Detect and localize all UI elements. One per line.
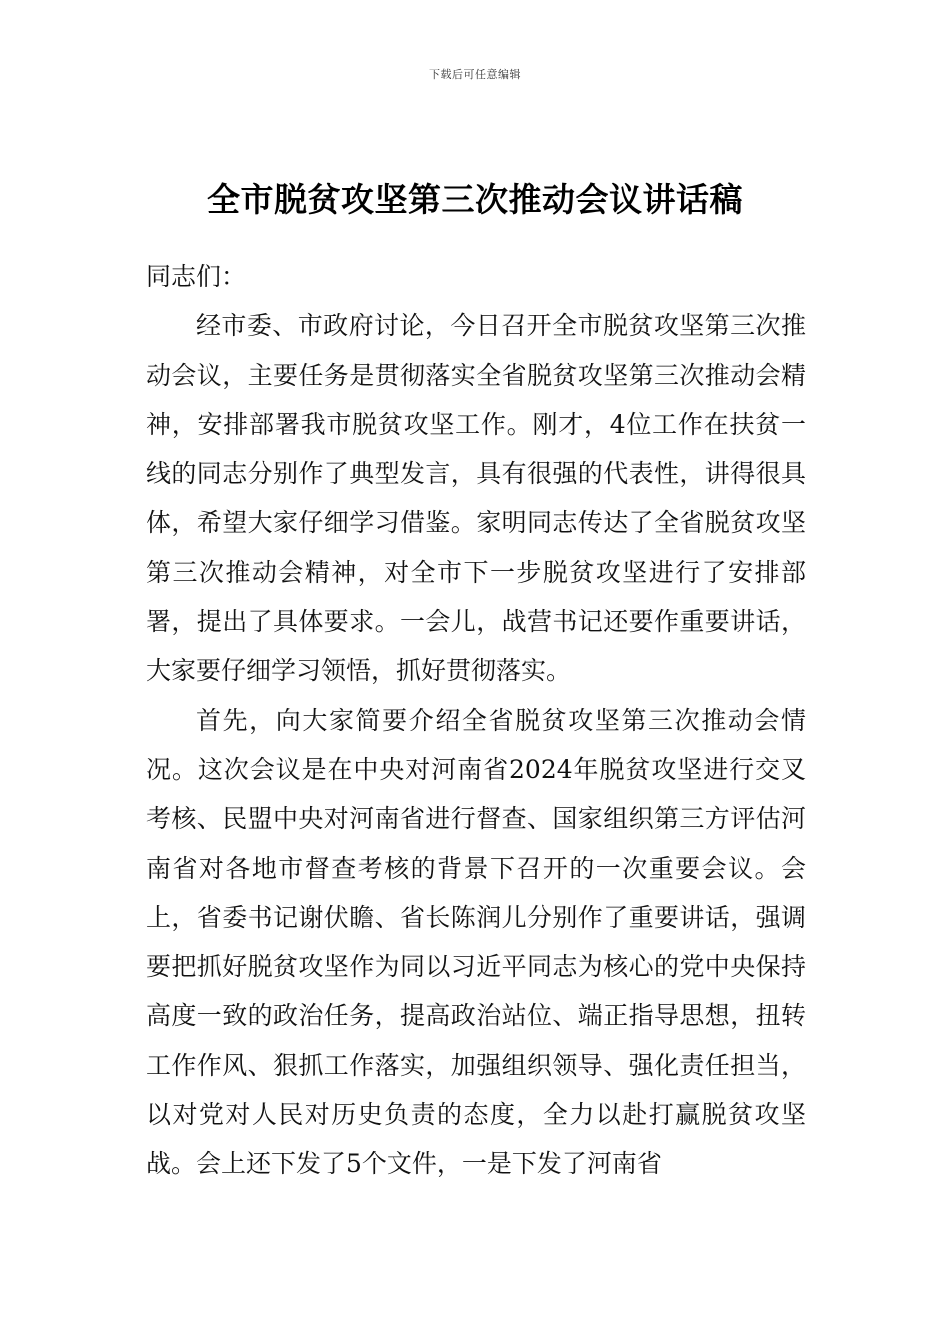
document-body	[146, 252, 806, 1189]
paragraph-2: 首先，向大家简要介绍全省脱贫攻坚第三次推动会情况。这次会议是在中央对河南省2024年脱贫攻坚进行交叉考核、民盟中央对河南省进行督查、国家组织第三方评估河南省对各地市督查考核的背景下召开的一次重要会议。会上，省委书记谢伏瞻、省长陈润儿分别作了重要讲话，强调要把抓好脱贫攻坚作为同以习近平同志为核心的党中央保持高度一致的政治任务，提高政治站位、端正指导思想，扭转工作作风、狠抓工作落实，加强组织领导、强化责任担当，以对党对人民对历史负责的态度，全力以赴打赢脱贫攻坚战。会上还下发了5个文件，一是下发了河南省	[146, 705, 806, 1179]
document-title: 全市脱贫攻坚第三次推动会议讲话稿	[207, 180, 743, 219]
header-note: 下载后可任意编辑	[429, 68, 521, 81]
salutation: 同志们：	[146, 262, 247, 291]
paragraph-1: 经市委、市政府讨论，今日召开全市脱贫攻坚第三次推动会议，主要任务是贯彻落实全省脱贫攻坚第三次推动会精神，安排部署我市脱贫攻坚工作。刚才，4位工作在扶贫一线的同志分别作了典型发言，具有很强的代表性，讲得很具体，希望大家仔细学习借鉴。家明同志传达了全省脱贫攻坚第三次推动会精神，对全市下一步脱贫攻坚进行了安排部署，提出了具体要求。一会儿，战营书记还要作重要讲话，大家要仔细学习领悟，抓好贯彻落实。	[146, 311, 806, 686]
